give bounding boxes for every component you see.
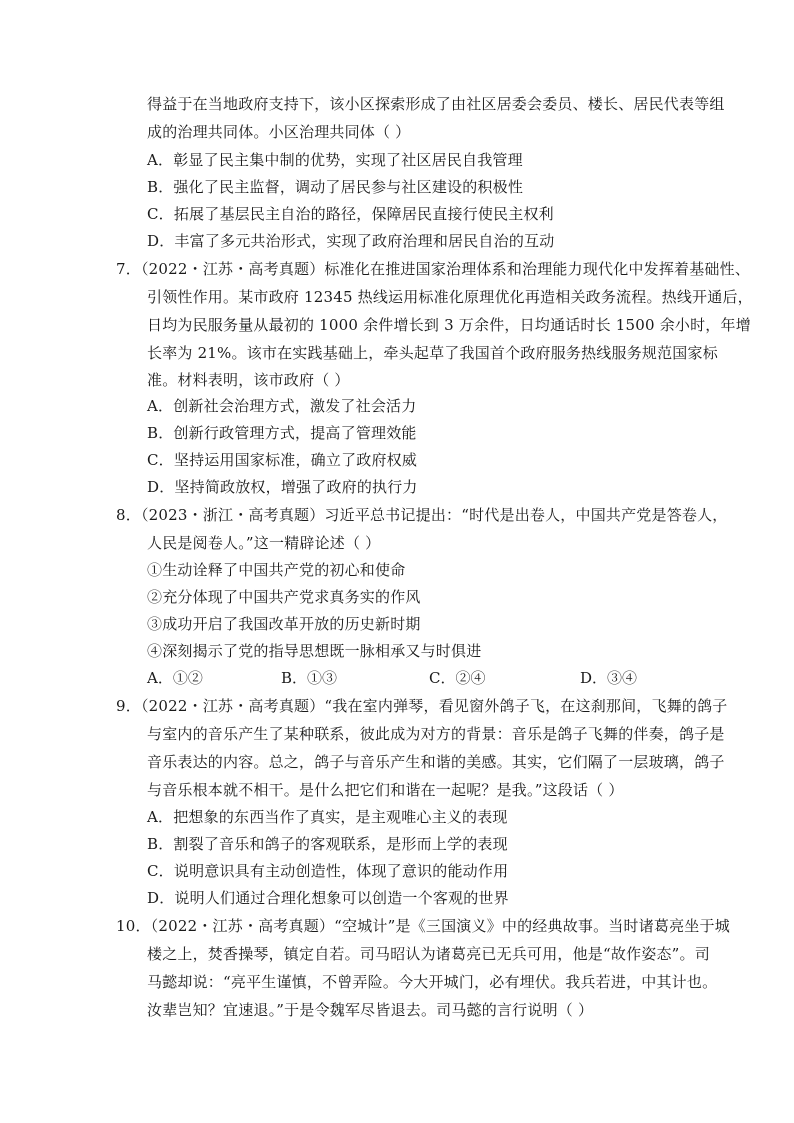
q8-choice-a: A．①② bbox=[147, 669, 203, 687]
q8-item-3: ③成功开启了我国改革开放的历史新时期 bbox=[147, 615, 421, 633]
q9-stem-line-2: 与室内的音乐产生了某种联系，彼此成为对方的背景：音乐是鸽子飞舞的伴奏，鸽子是 bbox=[147, 725, 725, 743]
q7-option-b: B．创新行政管理方式，提高了管理效能 bbox=[147, 424, 417, 442]
q7-option-c: C．坚持运用国家标准，确立了政府权威 bbox=[147, 451, 418, 469]
q6-option-b: B．强化了民主监督，调动了居民参与社区建设的积极性 bbox=[147, 178, 524, 196]
q8-choice-c: C．②④ bbox=[429, 669, 486, 687]
q9-stem-line-4: 与音乐根本就不相干。是什么把它们和谐在一起呢？是我。”这段话（ ） bbox=[147, 781, 624, 799]
q7-option-d: D．坚持简政放权，增强了政府的执行力 bbox=[147, 478, 418, 496]
q9-option-c: C．说明意识具有主动创造性，体现了意识的能动作用 bbox=[147, 862, 509, 880]
q6-stem-line-1: 得益于在当地政府支持下，该小区探索形成了由社区居委会委员、楼长、居民代表等组 bbox=[147, 95, 725, 113]
q7-stem-line-1: 7．（2022・江苏・高考真题）标准化在推进国家治理体系和治理能力现代化中发挥着基础性、 bbox=[116, 260, 751, 278]
q8-stem-line-1: 8．（2023・浙江・高考真题）习近平总书记提出：“时代是出卷人，中国共产党是答卷人， bbox=[116, 506, 728, 524]
q8-choice-b: B．①③ bbox=[281, 669, 338, 687]
q10-stem-line-1: 10．（2022・江苏・高考真题）“空城计”是《三国演义》中的经典故事。当时诸葛亮坐于城 bbox=[116, 917, 730, 935]
q9-stem-line-1: 9．（2022・江苏・高考真题）“我在室内弹琴，看见窗外鸽子飞，在这刹那间，飞舞的鸽子 bbox=[116, 697, 728, 715]
q9-option-b: B．割裂了音乐和鸽子的客观联系，是形而上学的表现 bbox=[147, 835, 508, 853]
q8-stem-line-2: 人民是阅卷人。”这一精辟论述（ ） bbox=[147, 534, 381, 552]
q8-item-1: ①生动诠释了中国共产党的初心和使命 bbox=[147, 561, 406, 579]
q7-option-a: A．创新社会治理方式，激发了社会活力 bbox=[147, 397, 417, 415]
q10-stem-line-2: 楼之上，焚香操琴，镇定自若。司马昭认为诸葛亮已无兵可用，他是“故作姿态”。司 bbox=[147, 945, 710, 963]
q8-item-4: ④深刻揭示了党的指导思想既一脉相承又与时俱进 bbox=[147, 642, 482, 660]
q6-stem-line-2: 成的治理共同体。小区治理共同体（ ） bbox=[147, 123, 411, 141]
q9-option-d: D．说明人们通过合理化想象可以创造一个客观的世界 bbox=[147, 889, 509, 907]
q7-stem-line-3: 日均为民服务量从最初的 1000 余件增长到 3 万余件，日均通话时长 1500 余小时，年增 bbox=[147, 316, 751, 334]
q8-choice-d: D．③④ bbox=[580, 669, 638, 687]
q7-stem-line-5: 准。材料表明，该市政府（ ） bbox=[147, 371, 350, 389]
q9-stem-line-3: 音乐表达的内容。总之，鸽子与音乐产生和谐的美感。其实，它们隔了一层玻璃，鸽子 bbox=[147, 753, 725, 771]
q7-stem-line-2: 引领性作用。某市政府 12345 热线运用标准化原理优化再造相关政务流程。热线开通后， bbox=[147, 288, 753, 306]
q9-option-a: A．把想象的东西当作了真实，是主观唯心主义的表现 bbox=[147, 808, 508, 826]
q6-option-d: D．丰富了多元共治形式，实现了政府治理和居民自治的互动 bbox=[147, 232, 555, 250]
q6-option-c: C．拓展了基层民主自治的路径，保障居民直接行使民主权利 bbox=[147, 205, 554, 223]
q8-item-2: ②充分体现了中国共产党求真务实的作风 bbox=[147, 588, 421, 606]
q10-stem-line-4: 汝辈岂知？宜速退。”于是令魏军尽皆退去。司马懿的言行说明（ ） bbox=[147, 1001, 594, 1019]
q7-stem-line-4: 长率为 21%。该市在实践基础上，牵头起草了我国首个政府服务热线服务规范国家标 bbox=[147, 344, 718, 362]
q10-stem-line-3: 马懿却说：“亮平生谨慎，不曾弄险。今大开城门，必有埋伏。我兵若进，中其计也。 bbox=[147, 973, 718, 991]
q6-option-a: A．彰显了民主集中制的优势，实现了社区居民自我管理 bbox=[147, 151, 523, 169]
